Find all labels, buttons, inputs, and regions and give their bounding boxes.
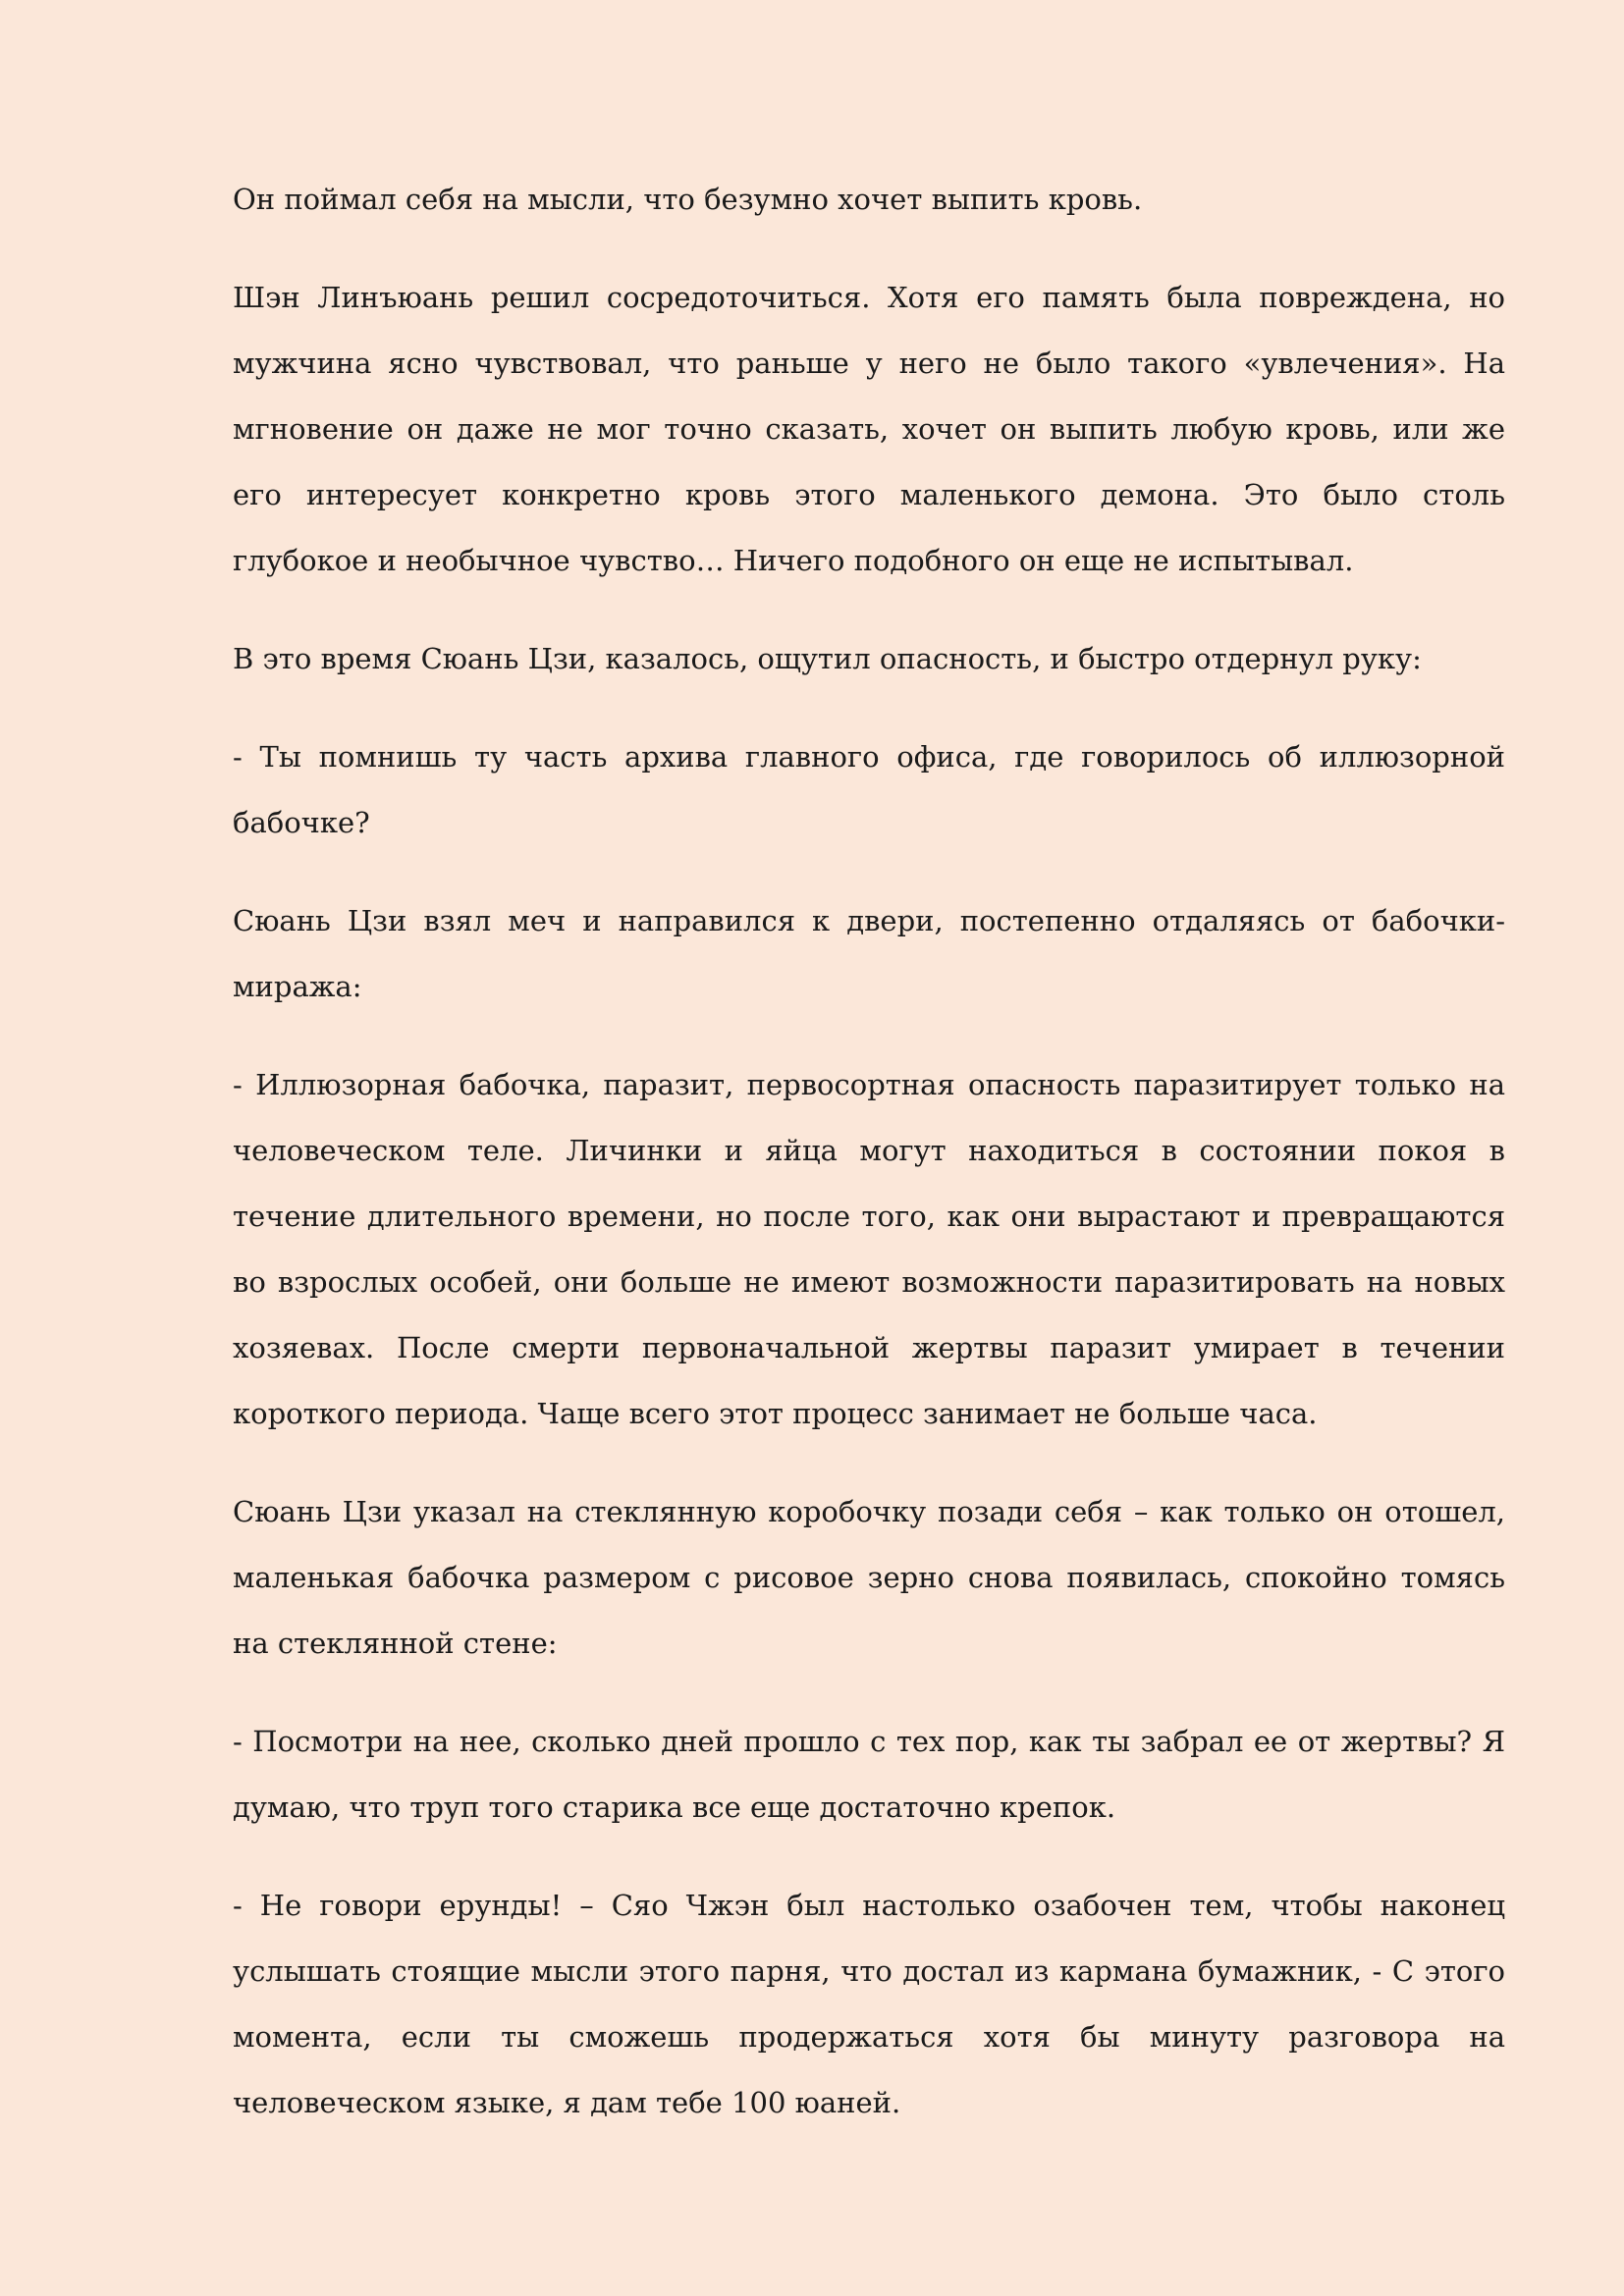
paragraph: Сюань Цзи указал на стеклянную коробочку позади себя – как только он отошел, маленькая бабочка размером с рисовое зерно снова появилась, спокойно томясь на стеклянной стене: bbox=[233, 1495, 1505, 1660]
paragraph: Сюань Цзи взял меч и направился к двери, постепенно отдаляясь от бабочки-миража: bbox=[233, 904, 1505, 1003]
paragraph: Шэн Линъюань решил сосредоточиться. Хотя его память была повреждена, но мужчина ясно чувствовал, что раньше у него не было такого «увлечения». На мгновение он даже не мог точно сказать, хочет он выпить любую кровь, или же его интересует конкретно кровь этого маленького демона. Это было столь глубокое и необычное чувство… Ничего подобного он еще не испытывал. bbox=[233, 281, 1505, 577]
paragraph: - Не говори ерунды! – Сяо Чжэн был настолько озабочен тем, чтобы наконец услышать стоящие мысли этого парня, что достал из кармана бумажник, - С этого момента, если ты сможешь продержаться хотя бы минуту разговора на человеческом языке, я дам тебе 100 юаней. bbox=[233, 1889, 1505, 2119]
paragraph: Он поймал себя на мысли, что безумно хочет выпить кровь. bbox=[233, 183, 1143, 216]
paragraph: - Ты помнишь ту часть архива главного офиса, где говорилось об иллюзорной бабочке? bbox=[233, 740, 1505, 839]
paragraph: - Иллюзорная бабочка, паразит, первосортная опасность паразитирует только на человеческом теле. Личинки и яйца могут находиться в состоянии покоя в течение длительного времени, но после того, как они вырастают и превращаются во взрослых особей, они больше не имеют возможности паразитировать на новых хозяевах. После смерти первоначальной жертвы паразит умирает в течении короткого периода. Чаще всего этот процесс занимает не больше часа. bbox=[233, 1068, 1505, 1430]
document-body bbox=[233, 167, 1505, 2168]
paragraph: - Посмотри на нее, сколько дней прошло с тех пор, как ты забрал ее от жертвы? Я думаю, что труп того старика все еще достаточно крепок. bbox=[233, 1725, 1505, 1824]
paragraph: В это время Сюань Цзи, казалось, ощутил опасность, и быстро отдернул руку: bbox=[233, 642, 1422, 675]
